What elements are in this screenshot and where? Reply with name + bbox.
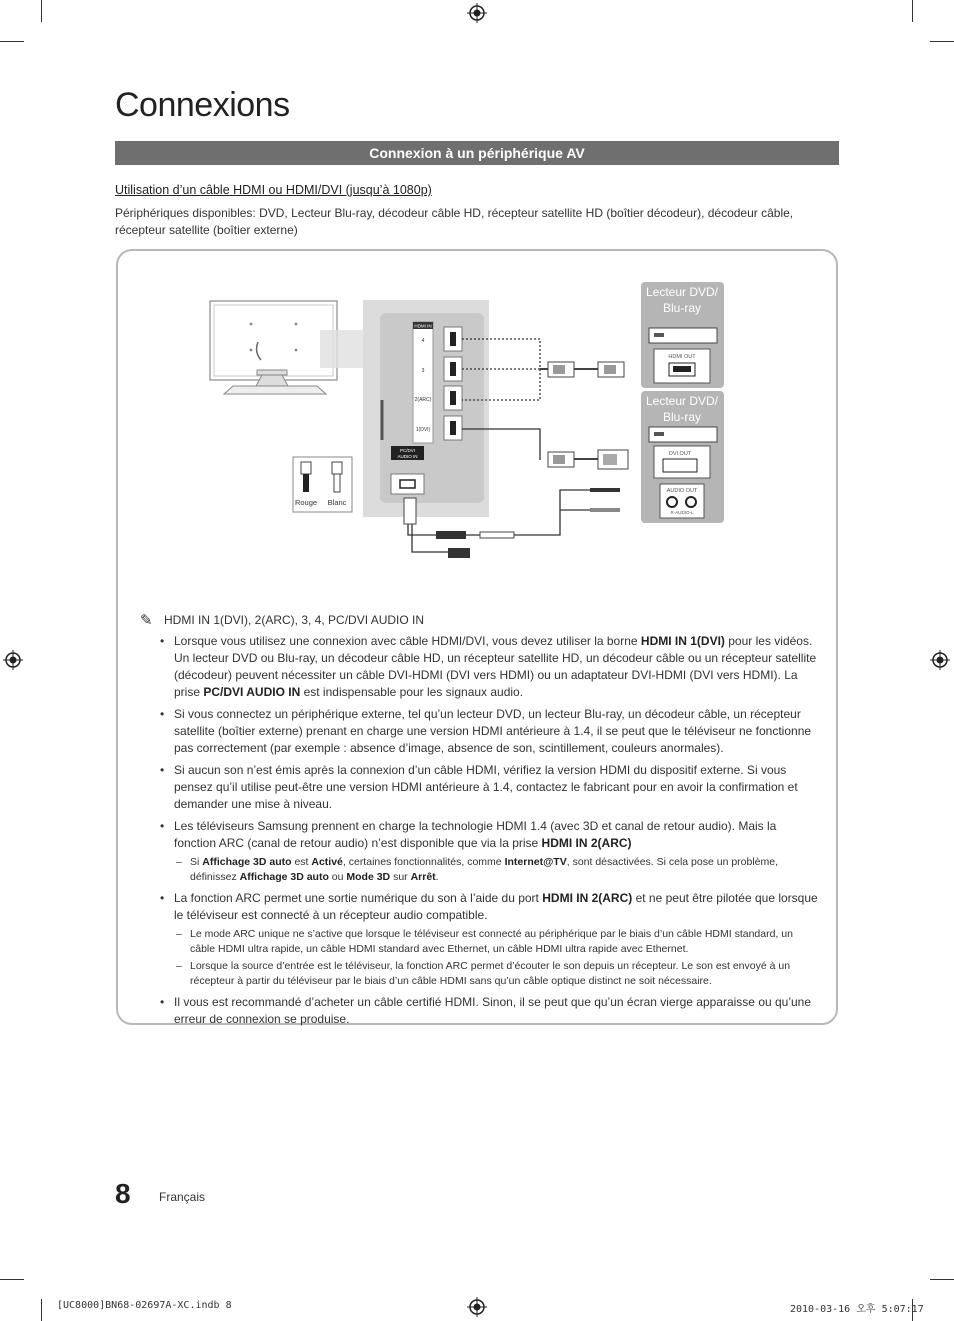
dvi-out-port-icon [663,459,697,472]
notes-section [140,611,820,1033]
list-item: • Il vous est recommandé d’acheter un câble certifié HDMI. Sinon, il se peut que qu’un écran vierge apparaisse ou qu’une erreur de connexion se produise. [160,994,820,1028]
crop-mark [41,1299,42,1321]
tv-port-2-label: 2(ARC) [414,397,432,403]
sub-list-item: – Lorsque la source d’entrée est le téléviseur, la fonction ARC permet d’écouter le son depuis un récepteur. Le son est envoyé à un récepteur à partir du téléviseur par le biais d’un câble HDMI sans qu’un câble optique distinct ne soit nécessaire. [176,959,820,989]
dvd-player-icon [654,432,664,436]
audio-r-port-icon [667,497,677,507]
intro-text: Périphériques disponibles: DVD, Lecteur Blu-ray, décodeur câble HD, récepteur satellite HD (boîtier décodeur), décodeur câble, récepteur satellite (boîtier externe) [115,206,794,237]
device2-audio-sub-label: R-AUDIO-L [670,510,694,515]
device2-label-line2: Blu-ray [662,410,702,424]
tv-port-4-label: 4 [421,338,425,344]
tv-rear-illustration [210,301,337,394]
tv-ports-header: HDMI IN [414,323,432,329]
language-label: Français [159,1190,206,1204]
device-bluray-dvi [641,391,724,523]
list-item: • Si aucun son n’est émis après la connexion d’un câble HDMI, vérifiez la version HDMI du dispositif externe. Si vous pensez qu’il utilise peut-être une version HDMI antérieure à 1.4, contactez le fabricant pour en avoir la confirmation et demander une mise à niveau. [160,762,820,813]
pc-audio-label-line1: PC/DVI [399,448,416,453]
rca-white-label: Blanc [327,498,347,507]
list-item: • Lorsque vous utilisez une connexion avec câble HDMI/DVI, vous devez utiliser la borne HDMI IN 1(DVI) pour les vidéos. Un lecteur DVD ou Blu-ray, un décodeur câble HD, un récepteur satellite HD, un décodeur câble ou un récepteur satellite (décodeur) peuvent nécessiter un câble DVI-HDMI (DVI vers HDMI) ou un adaptateur DVI-HDMI (DVI vers HDMI). La prise PC/DVI AUDIO IN est indispensable pour les signaux audio. [160,633,820,701]
crop-mark [0,1279,24,1280]
hdmi-port-icon [450,362,456,376]
list-item: • Si vous connectez un périphérique externe, tel qu’un lecteur DVD, un lecteur Blu-ray, un décodeur câble, un récepteur satellite (boîtier externe) prenant en charge une version HDMI antérieure à 1.4, il se peut que le téléviseur ne fonctionne pas correctement (par exemple : absence d’image, absence de son, scintillement, couleurs anormales). [160,706,820,757]
list-item: • Les téléviseurs Samsung prennent en charge la technologie HDMI 1.4 (avec 3D et canal de retour audio). Mais la fonction ARC (canal de retour audio) n’est disponible que via la prise HDMI IN 2(ARC) – Si Affichage 3D auto est Activé, certaines fonctionnalités, comme Internet@TV, sont désactivées. Si cela pose un problème, définissez Affichage 3D auto ou Mode 3D sur Arrêt. [160,818,820,885]
notes-list [140,633,820,1028]
sub-list-item: – Le mode ARC unique ne s’active que lorsque le téléviseur est connecté au périphérique par le biais d’un câble HDMI standard, un câble HDMI ultra rapide, un câble HDMI standard avec Ethernet, un câble HDMI ultra rapide avec Ethernet. [176,927,820,957]
page-title: Connexions [115,86,290,124]
print-file-info: [UC8000]BN68-02697A-XC.indb 8 [57,1300,232,1311]
device2-dvi-port-label: DVI OUT [668,451,692,457]
print-timestamp: 2010-03-16 오후 5:07:17 [790,1304,924,1315]
device-bluray-hdmi [641,282,724,388]
rca-red-plug-icon [301,462,311,474]
device1-label-line1: Lecteur DVD/ [645,285,719,299]
dvd-player-icon [654,333,664,337]
page-number: 8 [115,1178,131,1209]
note-heading-text: HDMI IN 1(DVI), 2(ARC), 3, 4, PC/DVI AUDIO IN [164,613,425,627]
sub-list-item: – Si Affichage 3D auto est Activé, certaines fonctionnalités, comme Internet@TV, sont désactivées. Si cela pose un problème, définissez Affichage 3D auto ou Mode 3D sur Arrêt. [176,855,820,885]
rca-red-label: Rouge [294,498,318,507]
section-title: Connexion à un périphérique AV [115,141,839,165]
registration-mark-icon [467,1297,487,1317]
pc-audio-label-line2: AUDIO IN [397,454,418,459]
mini-jack-icon [404,498,416,524]
list-item: • La fonction ARC permet une sortie numérique du son à l’aide du port HDMI IN 2(ARC) et ne peut être pilotée que lorsque le téléviseur est connecté à un récepteur audio compatible. – Le mode ARC unique ne s’active que lorsque le téléviseur est connecté au périphérique par le biais d’un câble HDMI standard, un câble HDMI ultra rapide, un câble HDMI standard avec Ethernet, un câble HDMI ultra rapide avec Ethernet. – Lorsque la source d’entrée est le téléviseur, la fonction ARC permet d’écouter le son depuis un récepteur. Le son est envoyé à un récepteur à partir du téléviseur par le biais d’un câble HDMI sans qu’un câble optique distinct ne soit nécessaire. [160,890,820,989]
registration-mark-icon [3,650,23,670]
mini-jack-cable-icon [480,532,514,538]
registration-mark-icon [930,650,950,670]
rca-white-plug-icon [332,462,342,474]
hdmi-port-icon [450,391,456,405]
device2-audio-port-label: AUDIO OUT [666,488,698,494]
hdmi-port-icon [450,332,456,346]
device2-label-line1: Lecteur DVD/ [645,394,719,408]
sub-list [174,855,820,885]
hdmi-out-port-icon [673,366,691,372]
sub-list [174,927,820,989]
hdmi-port-icon [450,421,456,435]
pc-audio-port-icon [400,480,415,488]
tv-port-1-label: 1(DVI) [415,427,431,433]
device1-port-label: HDMI OUT [668,354,696,360]
connection-diagram [0,0,954,600]
pencil-note-icon: ✎ [140,612,153,629]
note-heading [140,611,820,629]
device1-label-line2: Blu-ray [662,301,702,315]
hdmi-dvi-cable-icon [548,450,628,469]
subheading: Utilisation d’un câble HDMI ou HDMI/DVI (jusqu’à 1080p) [115,183,432,197]
tv-port-3-label: 3 [421,368,425,374]
crop-mark [930,1279,954,1280]
hdmi-cable-icon [540,362,624,377]
audio-l-port-icon [686,497,696,507]
